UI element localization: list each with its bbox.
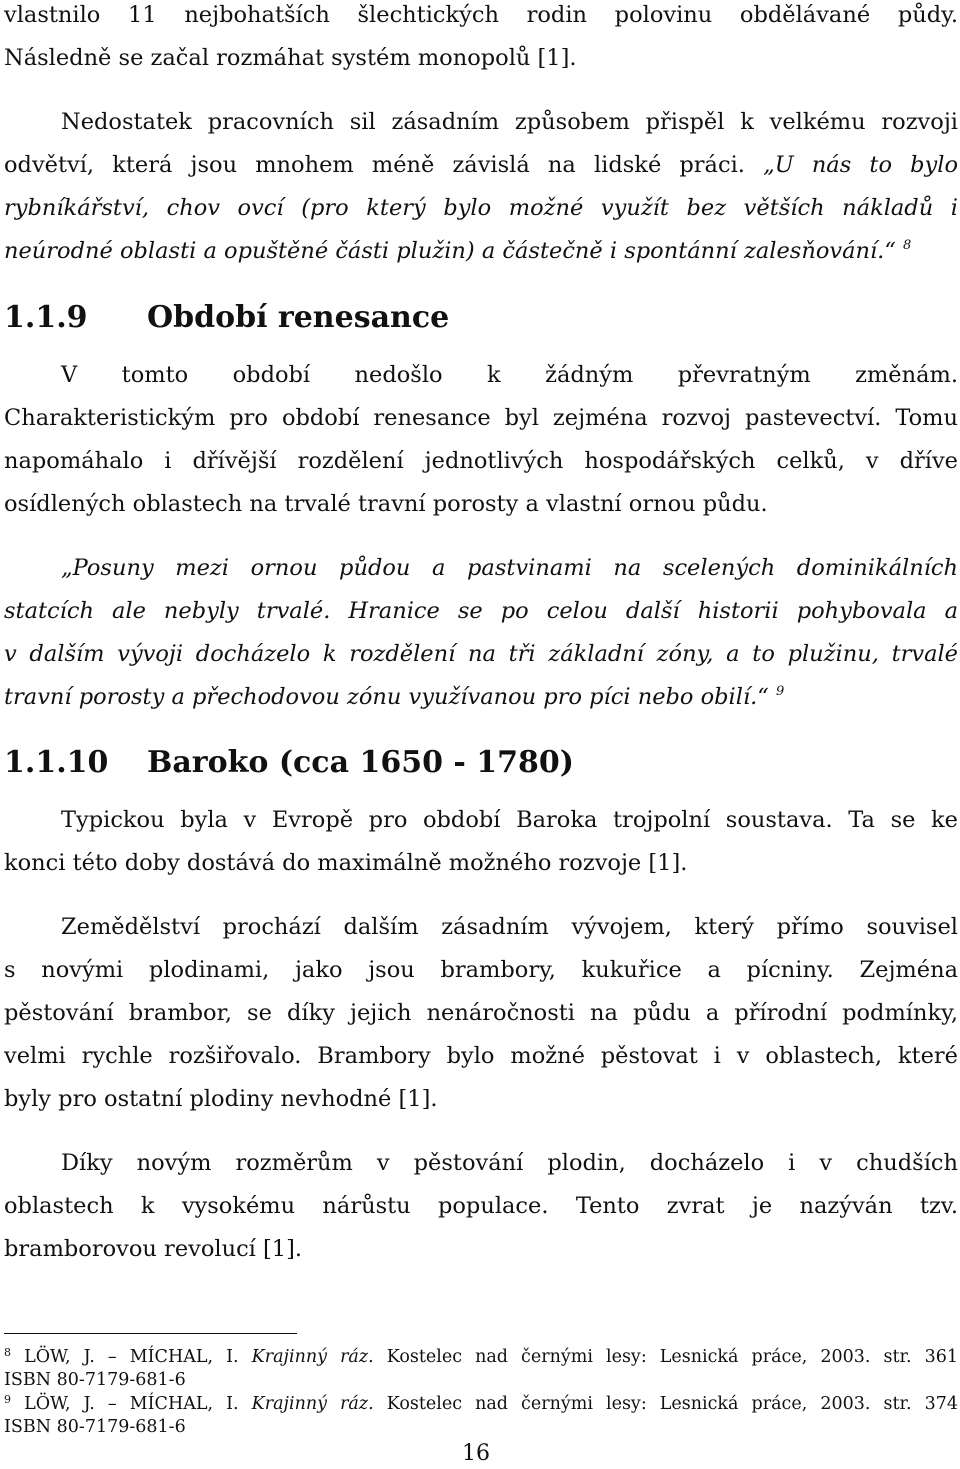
- paragraph-continuation: [4, 0, 958, 86]
- text-line: vlastnilo 11 nejbohatších šlechtických rodin polovinu obdělávané půdy.: [4, 2, 958, 28]
- footnote-mark: 8: [4, 1346, 11, 1359]
- text-line: s novými plodinami, jako jsou brambory, kukuřice a pícniny. Zejména: [4, 957, 958, 983]
- footnote-title: Krajinný ráz.: [251, 1394, 374, 1414]
- quote-line: [4, 682, 958, 725]
- footnote-publisher: Kostelec nad černými lesy: Lesnická práce, 2003. str. 374: [373, 1394, 958, 1414]
- footnote-publisher: Kostelec nad černými lesy: Lesnická práce, 2003. str. 361: [373, 1347, 958, 1367]
- paragraph-labor-shortage: [4, 107, 958, 279]
- quote-segment: travní porosty a přechodovou zónu využívanou pro píci nebo obilí.“: [4, 684, 769, 710]
- quote-line: „Posuny mezi ornou půdou a pastvinami na scelených dominikálních: [61, 555, 958, 581]
- text-line: Nedostatek pracovních sil zásadním způsobem přispěl k velkému rozvoji: [61, 109, 958, 135]
- section-title: Baroko (cca 1650 - 1780): [147, 745, 574, 780]
- text-line: Následně se začal rozmáhat systém monopolů [1].: [4, 45, 577, 71]
- paragraph-potato-revolution: [4, 1148, 958, 1277]
- text-line: Zemědělství prochází dalším zásadním vývojem, který přímo souvisel: [61, 914, 958, 940]
- footnote-authors: LÖW, J. – MÍCHAL, I.: [11, 1394, 252, 1414]
- text-line: velmi rychle rozšiřovalo. Brambory bylo možné pěstovat i v oblastech, které: [4, 1043, 958, 1069]
- text-line: Typickou byla v Evropě pro období Baroka trojpolní soustava. Ta se ke: [61, 807, 958, 833]
- text-line: napomáhalo i dřívější rozdělení jednotlivých hospodářských celků, v dříve: [4, 448, 958, 474]
- footnote-separator: [4, 1333, 297, 1334]
- quote-line: rybníkářství, chov ovcí (pro který bylo možné využít bez větších nákladů i: [4, 195, 958, 221]
- quote-line: statcích ale nebyly trvalé. Hranice se po celou další historii pohybovala a: [4, 598, 958, 624]
- footnote-isbn: ISBN 80-7179-681-6: [4, 1370, 186, 1390]
- footnote-8: [4, 1346, 958, 1392]
- footnote-line: [4, 1346, 958, 1369]
- footnote-authors: LÖW, J. – MÍCHAL, I.: [11, 1347, 252, 1367]
- text-line: bramborovou revolucí [1].: [4, 1236, 303, 1262]
- quote-line: [4, 236, 958, 279]
- footnote-9: [4, 1393, 958, 1439]
- section-number: 1.1.10: [4, 745, 109, 780]
- footnote-reference[interactable]: 9: [775, 684, 785, 699]
- quote-segment: „U nás to bylo: [763, 152, 958, 178]
- paragraph-quote: [4, 553, 958, 725]
- text-line: pěstování brambor, se díky jejich nenáročnosti na půdu a přírodní podmínky,: [4, 1000, 958, 1026]
- footnote-mark: 9: [4, 1393, 11, 1406]
- paragraph-baroque: [4, 805, 958, 891]
- text-line: V tomto období nedošlo k žádným převratným změnám.: [61, 362, 958, 388]
- text-line: Díky novým rozměrům v pěstování plodin, docházelo i v chudších: [61, 1150, 958, 1176]
- section-title: Období renesance: [147, 300, 450, 335]
- footnote-title: Krajinný ráz.: [251, 1347, 374, 1367]
- text-line: Charakteristickým pro období renesance byl zejména rozvoj pastevectví. Tomu: [4, 405, 958, 431]
- text-line: [4, 150, 958, 193]
- text-line: konci této doby dostává do maximálně možného rozvoje [1].: [4, 850, 688, 876]
- section-heading-renaissance: [4, 300, 449, 335]
- text-line: oblastech k vysokému nárůstu populace. Tento zvrat je nazýván tzv.: [4, 1193, 958, 1219]
- text-line: osídlených oblastech na trvalé travní porosty a vlastní ornou půdu.: [4, 491, 768, 517]
- quote-segment: neúrodné oblasti a opuštěné části plužin) a částečně i spontánní zalesňování.“: [4, 238, 896, 264]
- quote-line: v dalším vývoji docházelo k rozdělení na tři základní zóny, a to plužinu, trvalé: [4, 641, 958, 667]
- section-heading-baroque: [4, 745, 574, 780]
- footnote-reference[interactable]: 8: [903, 238, 912, 253]
- paragraph-renaissance: [4, 360, 958, 532]
- paragraph-agriculture: [4, 912, 958, 1127]
- text-segment: odvětví, která jsou mnohem méně závislá na lidské práci.: [4, 152, 764, 178]
- section-number: 1.1.9: [4, 300, 88, 335]
- page-number: 16: [462, 1441, 490, 1466]
- text-line: byly pro ostatní plodiny nevhodné [1].: [4, 1086, 438, 1112]
- footnote-isbn: ISBN 80-7179-681-6: [4, 1417, 186, 1437]
- footnote-line: [4, 1393, 958, 1416]
